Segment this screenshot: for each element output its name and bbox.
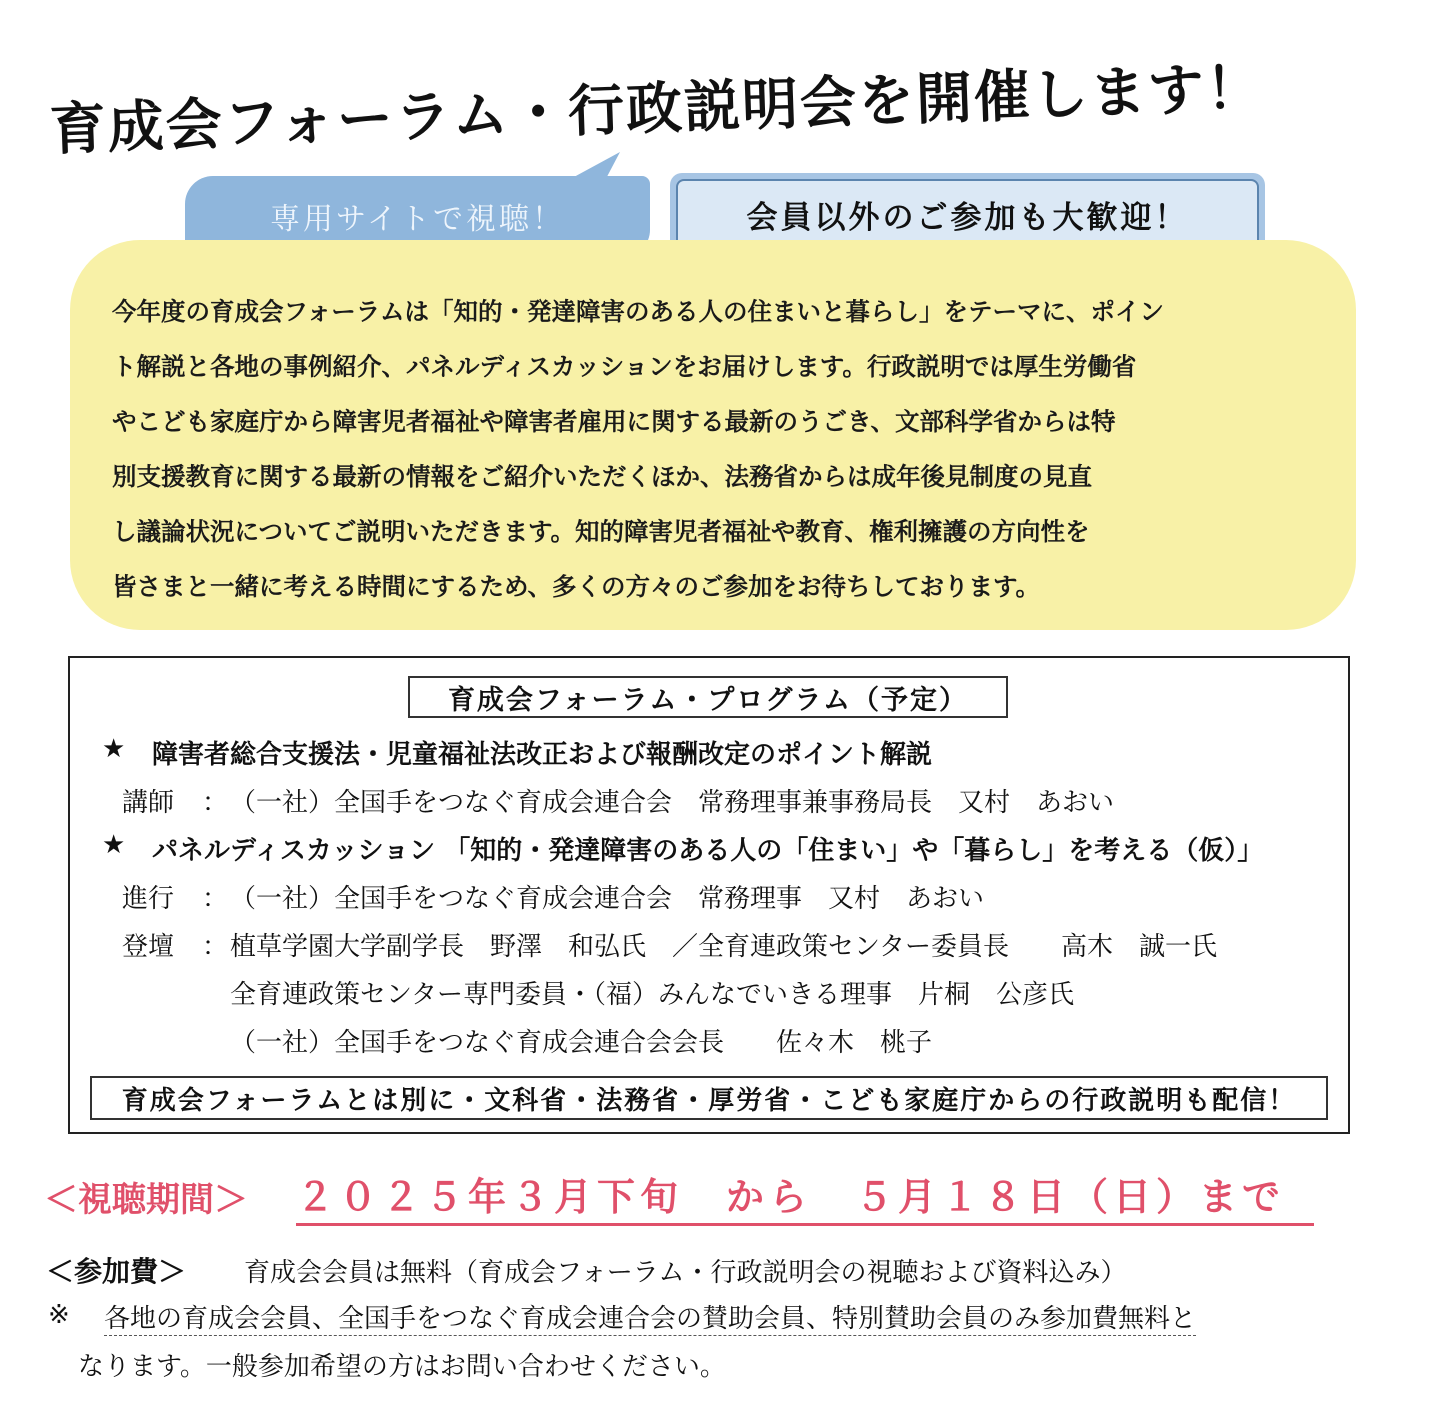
viewing-period-value: ２０２５年３月下旬 から ５月１８日（日）まで	[296, 1166, 1314, 1226]
intro-line: 皆さまと一緒に考える時間にするため、多くの方々のご参加をお待ちしております。	[112, 572, 1041, 601]
lecturer-value: （一社）全国手をつなぐ育成会連合会 常務理事兼事務局長 又村 あおい	[230, 788, 1115, 818]
moderator-colon: ：	[202, 884, 229, 914]
panelist-line: （一社）全国手をつなぐ育成会連合会会長 佐々木 桃子	[230, 1028, 933, 1058]
moderator-value: （一社）全国手をつなぐ育成会連合会 常務理事 又村 あおい	[230, 884, 985, 914]
lecturer-colon: ：	[202, 788, 229, 818]
fee-note-line: なります。一般参加希望の方はお問い合わせください。	[78, 1352, 726, 1382]
intro-line: やこども家庭庁から障害児者福祉や障害者雇用に関する最新のうごき、文部科学省からは特	[112, 407, 1116, 436]
panel-label: 登壇	[122, 932, 175, 962]
intro-line: し議論状況についてご説明いただきます。知的障害児者福祉や教育、権利擁護の方向性を	[112, 517, 1090, 546]
welcome-banner-text: 会員以外のご参加も大歓迎！	[676, 179, 1259, 249]
fee-label: ＜参加費＞	[46, 1255, 187, 1288]
fee-text: 育成会会員は無料（育成会フォーラム・行政説明会の視聴および資料込み）	[244, 1258, 1127, 1288]
star-icon: ★	[102, 734, 126, 764]
online-viewing-bubble: 専用サイトで視聴！	[185, 176, 650, 256]
viewing-period-label: ＜視聴期間＞	[44, 1180, 248, 1220]
lecturer-label: 講師	[122, 788, 175, 818]
program-item-1: 障害者総合支援法・児童福祉法改正および報酬改定のポイント解説	[152, 740, 933, 770]
moderator-label: 進行	[122, 884, 175, 914]
intro-panel	[70, 240, 1356, 630]
panel-colon: ：	[202, 932, 229, 962]
note-mark: ※	[48, 1300, 70, 1330]
panelist-line: 植草学園大学副学長 野澤 和弘氏 ／全育連政策センター委員長 高木 誠一氏	[230, 932, 1217, 962]
star-icon: ★	[102, 830, 126, 860]
panelist-line: 全育連政策センター専門委員・（福）みんなでいきる理事 片桐 公彦氏	[230, 980, 1074, 1010]
intro-line: ト解説と各地の事例紹介、パネルディスカッションをお届けします。行政説明では厚生労働省	[112, 352, 1137, 381]
program-box	[68, 656, 1350, 1134]
fee-note-line: 各地の育成会会員、全国手をつなぐ育成会連合会の賛助会員、特別賛助会員のみ参加費無料と	[104, 1298, 1196, 1336]
page-title: 育成会フォーラム・行政説明会を開催します！	[48, 55, 1265, 163]
program-title: 育成会フォーラム・プログラム（予定）	[408, 676, 1008, 718]
program-item-2: パネルディスカッション 「知的・発達障害のある人の「住まい」や「暮らし」を考える（仮）」	[152, 836, 1264, 866]
intro-line: 今年度の育成会フォーラムは「知的・発達障害のある人の住まいと暮らし」をテーマに、ポイン	[112, 297, 1165, 326]
administrative-briefing-note: 育成会フォーラムとは別に・文科省・法務省・厚労省・こども家庭庁からの行政説明も配信！	[90, 1076, 1328, 1120]
intro-line: 別支援教育に関する最新の情報をご紹介いただくほか、法務省からは成年後見制度の見直	[112, 462, 1092, 491]
